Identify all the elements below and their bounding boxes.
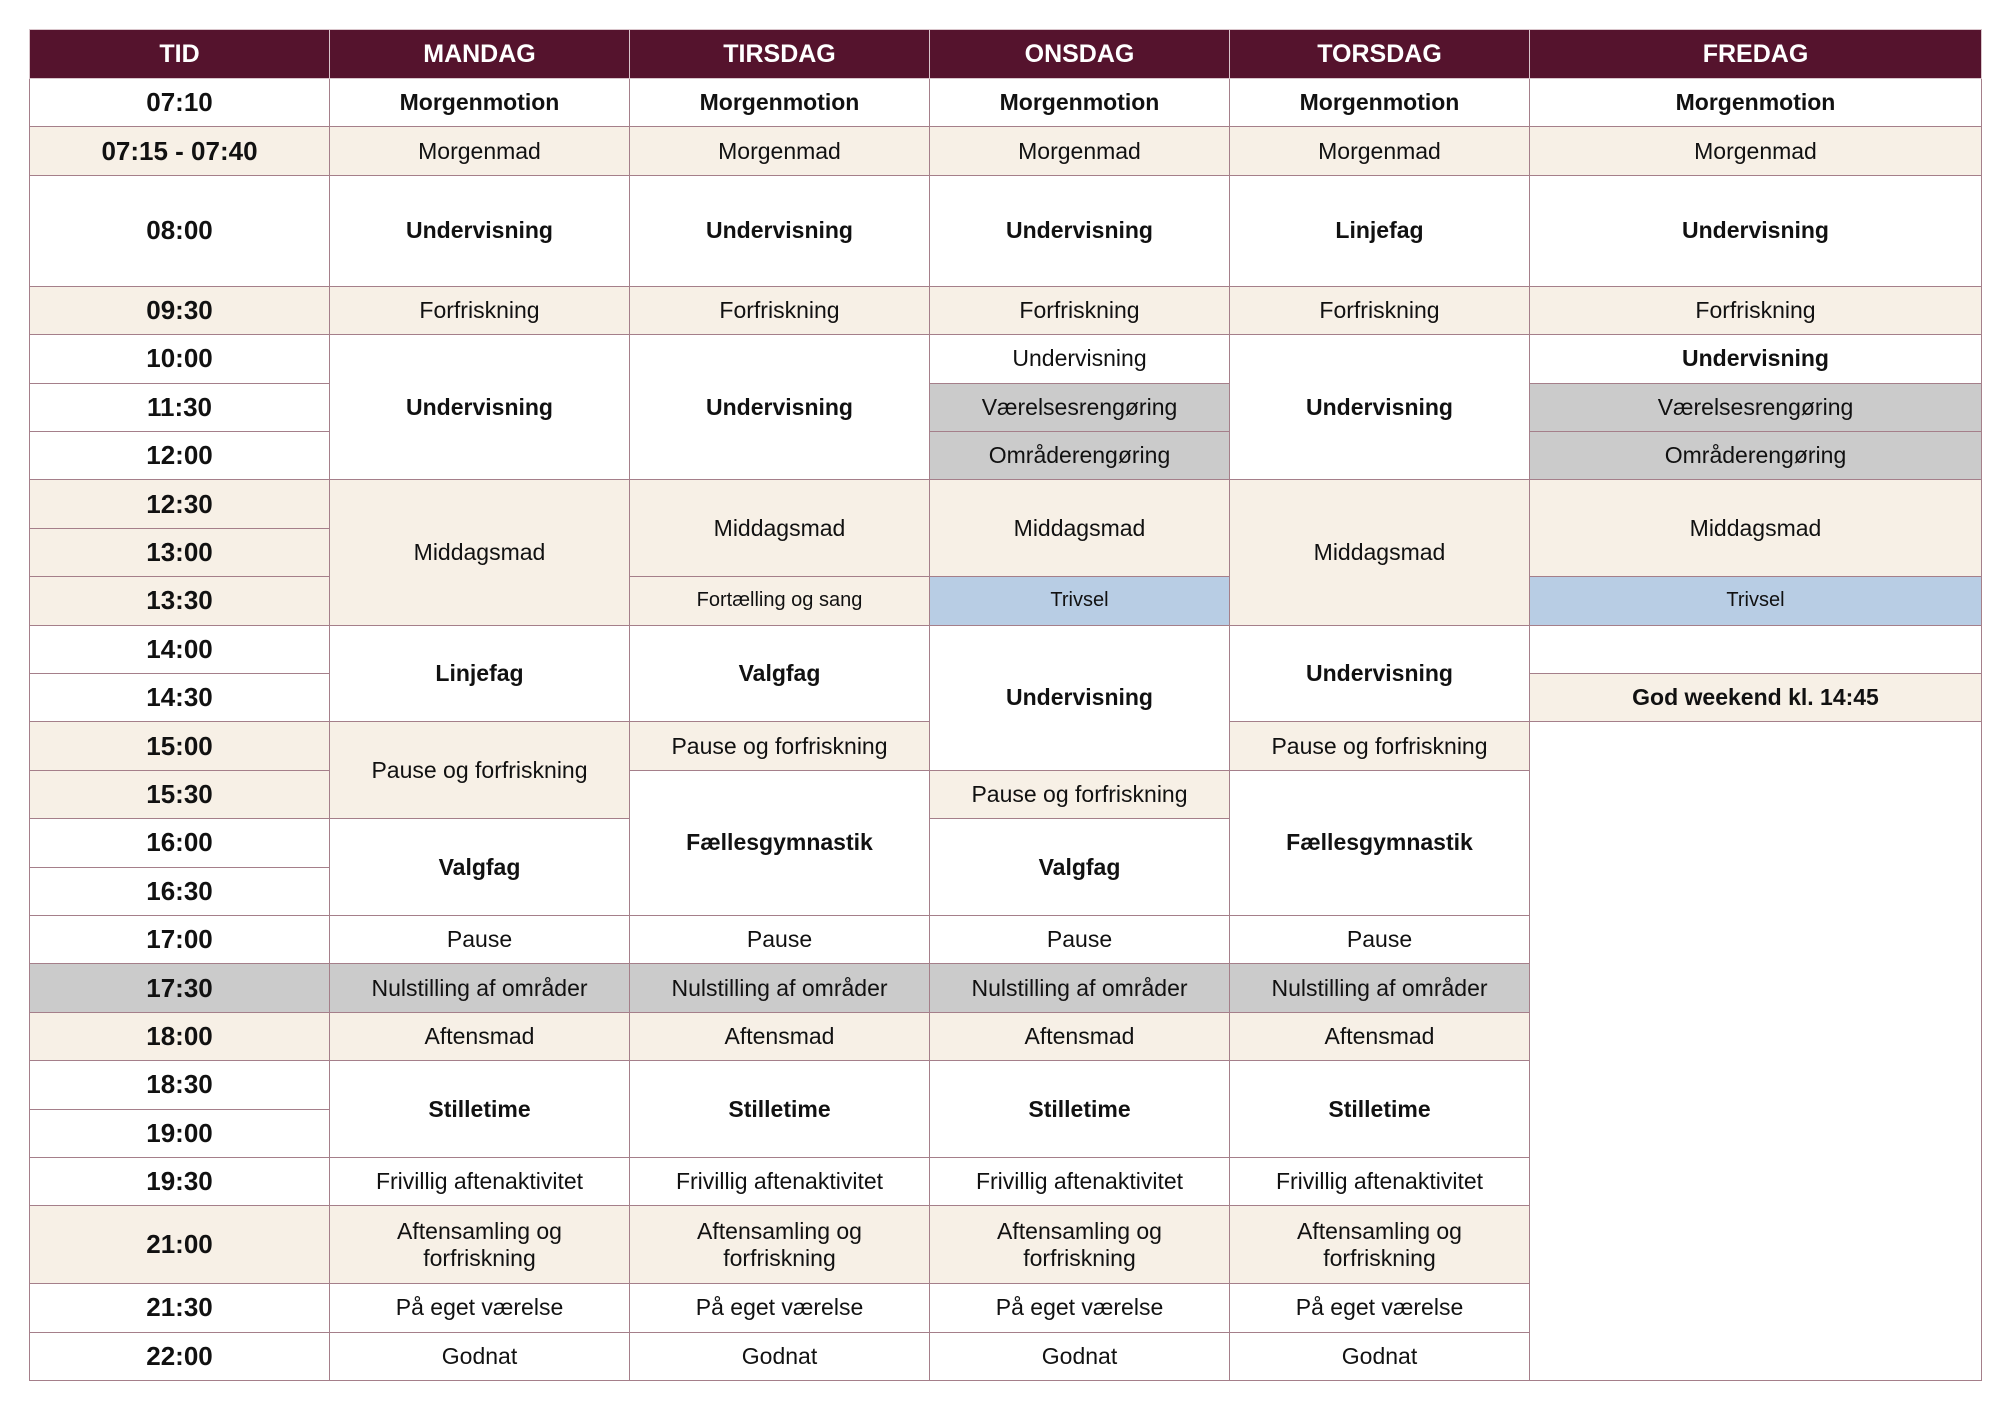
schedule-cell: Nulstilling af områder xyxy=(330,964,630,1012)
schedule-cell: På eget værelse xyxy=(930,1284,1230,1332)
schedule-cell: Nulstilling af områder xyxy=(1230,964,1530,1012)
schedule-cell: Frivillig aftenaktivitet xyxy=(630,1158,930,1206)
time-cell: 07:15 - 07:40 xyxy=(30,127,330,175)
schedule-cell: Frivillig aftenaktivitet xyxy=(930,1158,1230,1206)
schedule-cell: Undervisning xyxy=(930,175,1230,286)
schedule-cell: Forfriskning xyxy=(330,286,630,334)
schedule-cell: Morgenmad xyxy=(630,127,930,175)
schedule-cell: Morgenmad xyxy=(1530,127,1982,175)
cell-line: Aftensamling og xyxy=(397,1217,562,1244)
cell-line: Aftensamling og xyxy=(1297,1217,1462,1244)
schedule-cell: Fællesgymnastik xyxy=(1230,770,1530,915)
schedule-cell: På eget værelse xyxy=(330,1284,630,1332)
schedule-cell: Pause xyxy=(930,916,1230,964)
schedule-cell: Værelsesrengøring xyxy=(930,383,1230,431)
schedule-cell: Undervisning xyxy=(330,335,630,480)
table-row xyxy=(30,79,1982,127)
schedule-cell: Aftensmad xyxy=(330,1012,630,1060)
time-cell: 21:00 xyxy=(30,1206,330,1284)
schedule-cell: Undervisning xyxy=(1230,625,1530,722)
schedule-cell: Middagsmad xyxy=(1530,480,1982,577)
time-cell: 12:30 xyxy=(30,480,330,528)
header-mandag: MANDAG xyxy=(330,30,630,79)
time-cell: 17:00 xyxy=(30,916,330,964)
schedule-cell: Pause og forfriskning xyxy=(630,722,930,770)
schedule-cell: Middagsmad xyxy=(630,480,930,577)
header-torsdag: TORSDAG xyxy=(1230,30,1530,79)
table-row xyxy=(30,127,1982,175)
schedule-cell: Undervisning xyxy=(1530,335,1982,383)
schedule-cell: Aftensmad xyxy=(630,1012,930,1060)
time-cell: 18:00 xyxy=(30,1012,330,1060)
time-cell: 17:30 xyxy=(30,964,330,1012)
schedule-cell: Frivillig aftenaktivitet xyxy=(330,1158,630,1206)
schedule-cell: Morgenmotion xyxy=(630,79,930,127)
table-row xyxy=(30,577,1982,625)
time-cell: 14:30 xyxy=(30,673,330,721)
schedule-cell: God weekend kl. 14:45 xyxy=(1530,673,1982,721)
schedule-cell xyxy=(930,1206,1230,1284)
time-cell: 21:30 xyxy=(30,1284,330,1332)
weekly-schedule-table xyxy=(29,29,1982,1381)
schedule-cell: Linjefag xyxy=(330,625,630,722)
table-row xyxy=(30,383,1982,431)
schedule-cell: Værelsesrengøring xyxy=(1530,383,1982,431)
schedule-cell: Trivsel xyxy=(1530,577,1982,625)
table-row xyxy=(30,286,1982,334)
schedule-cell: Forfriskning xyxy=(930,286,1230,334)
schedule-cell: Godnat xyxy=(630,1332,930,1381)
schedule-cell: Fortælling og sang xyxy=(630,577,930,625)
time-cell: 18:30 xyxy=(30,1061,330,1109)
table-row xyxy=(30,335,1982,383)
time-cell: 10:00 xyxy=(30,335,330,383)
table-row xyxy=(30,625,1982,673)
schedule-cell: Morgenmotion xyxy=(1530,79,1982,127)
time-cell: 19:00 xyxy=(30,1109,330,1157)
time-cell: 11:30 xyxy=(30,383,330,431)
schedule-cell: På eget værelse xyxy=(630,1284,930,1332)
schedule-cell: Godnat xyxy=(930,1332,1230,1381)
schedule-cell: Stilletime xyxy=(1230,1061,1530,1158)
time-cell: 13:00 xyxy=(30,528,330,576)
schedule-cell: Pause xyxy=(1230,916,1530,964)
time-cell: 22:00 xyxy=(30,1332,330,1381)
header-tirsdag: TIRSDAG xyxy=(630,30,930,79)
table-row xyxy=(30,175,1982,286)
schedule-cell: Fællesgymnastik xyxy=(630,770,930,915)
schedule-cell: Morgenmotion xyxy=(930,79,1230,127)
schedule-cell: Stilletime xyxy=(330,1061,630,1158)
table-row xyxy=(30,431,1982,479)
schedule-cell: Middagsmad xyxy=(330,480,630,625)
schedule-cell: Pause og forfriskning xyxy=(930,770,1230,818)
time-cell: 08:00 xyxy=(30,175,330,286)
schedule-cell: Trivsel xyxy=(930,577,1230,625)
schedule-cell: På eget værelse xyxy=(1230,1284,1530,1332)
cell-line: Aftensamling og xyxy=(997,1217,1162,1244)
schedule-cell: Forfriskning xyxy=(1530,286,1982,334)
schedule-cell: Aftensmad xyxy=(930,1012,1230,1060)
schedule-cell xyxy=(330,1206,630,1284)
header-row xyxy=(30,30,1982,79)
time-cell: 09:30 xyxy=(30,286,330,334)
schedule-cell: Aftensmad xyxy=(1230,1012,1530,1060)
schedule-cell: Forfriskning xyxy=(630,286,930,334)
schedule-cell: Godnat xyxy=(330,1332,630,1381)
time-cell: 13:30 xyxy=(30,577,330,625)
time-cell: 12:00 xyxy=(30,431,330,479)
schedule-cell: Middagsmad xyxy=(930,480,1230,577)
schedule-cell: Undervisning xyxy=(330,175,630,286)
cell-line: forfriskning xyxy=(423,1244,536,1271)
time-cell: 15:00 xyxy=(30,722,330,770)
schedule-cell: Nulstilling af områder xyxy=(630,964,930,1012)
schedule-cell: Nulstilling af områder xyxy=(930,964,1230,1012)
header-fredag: FREDAG xyxy=(1530,30,1982,79)
time-cell: 14:00 xyxy=(30,625,330,673)
schedule-cell: Stilletime xyxy=(630,1061,930,1158)
schedule-cell: Undervisning xyxy=(1230,335,1530,480)
schedule-cell: Frivillig aftenaktivitet xyxy=(1230,1158,1530,1206)
schedule-cell: Morgenmad xyxy=(1230,127,1530,175)
schedule-cell: Valgfag xyxy=(330,819,630,916)
schedule-cell: Pause og forfriskning xyxy=(330,722,630,819)
schedule-cell: Undervisning xyxy=(930,625,1230,770)
schedule-cell: Undervisning xyxy=(930,335,1230,383)
schedule-cell: Stilletime xyxy=(930,1061,1230,1158)
schedule-cell: Områderengøring xyxy=(1530,431,1982,479)
schedule-cell: Pause xyxy=(330,916,630,964)
schedule-cell: Godnat xyxy=(1230,1332,1530,1381)
cell-line: forfriskning xyxy=(723,1244,836,1271)
schedule-cell: Middagsmad xyxy=(1230,480,1530,625)
schedule-cell xyxy=(1230,1206,1530,1284)
schedule-cell: Pause xyxy=(630,916,930,964)
cell-line: Aftensamling og xyxy=(697,1217,862,1244)
schedule-cell: Undervisning xyxy=(1530,175,1982,286)
schedule-cell: Undervisning xyxy=(630,175,930,286)
cell-line: forfriskning xyxy=(1323,1244,1436,1271)
schedule-cell: Morgenmotion xyxy=(330,79,630,127)
table-row xyxy=(30,480,1982,528)
time-cell: 19:30 xyxy=(30,1158,330,1206)
schedule-cell: Morgenmotion xyxy=(1230,79,1530,127)
schedule-cell: Forfriskning xyxy=(1230,286,1530,334)
time-cell: 15:30 xyxy=(30,770,330,818)
schedule-cell: Valgfag xyxy=(630,625,930,722)
schedule-cell: Morgenmad xyxy=(330,127,630,175)
empty-cell xyxy=(1530,625,1982,673)
schedule-cell: Undervisning xyxy=(630,335,930,480)
schedule-cell: Områderengøring xyxy=(930,431,1230,479)
header-onsdag: ONSDAG xyxy=(930,30,1230,79)
schedule-cell: Pause og forfriskning xyxy=(1230,722,1530,770)
time-cell: 07:10 xyxy=(30,79,330,127)
header-tid: TID xyxy=(30,30,330,79)
schedule-cell xyxy=(630,1206,930,1284)
cell-line: forfriskning xyxy=(1023,1244,1136,1271)
time-cell: 16:30 xyxy=(30,867,330,915)
schedule-cell: Morgenmad xyxy=(930,127,1230,175)
empty-cell xyxy=(1530,722,1982,1381)
schedule-cell: Linjefag xyxy=(1230,175,1530,286)
time-cell: 16:00 xyxy=(30,819,330,867)
schedule-cell: Valgfag xyxy=(930,819,1230,916)
